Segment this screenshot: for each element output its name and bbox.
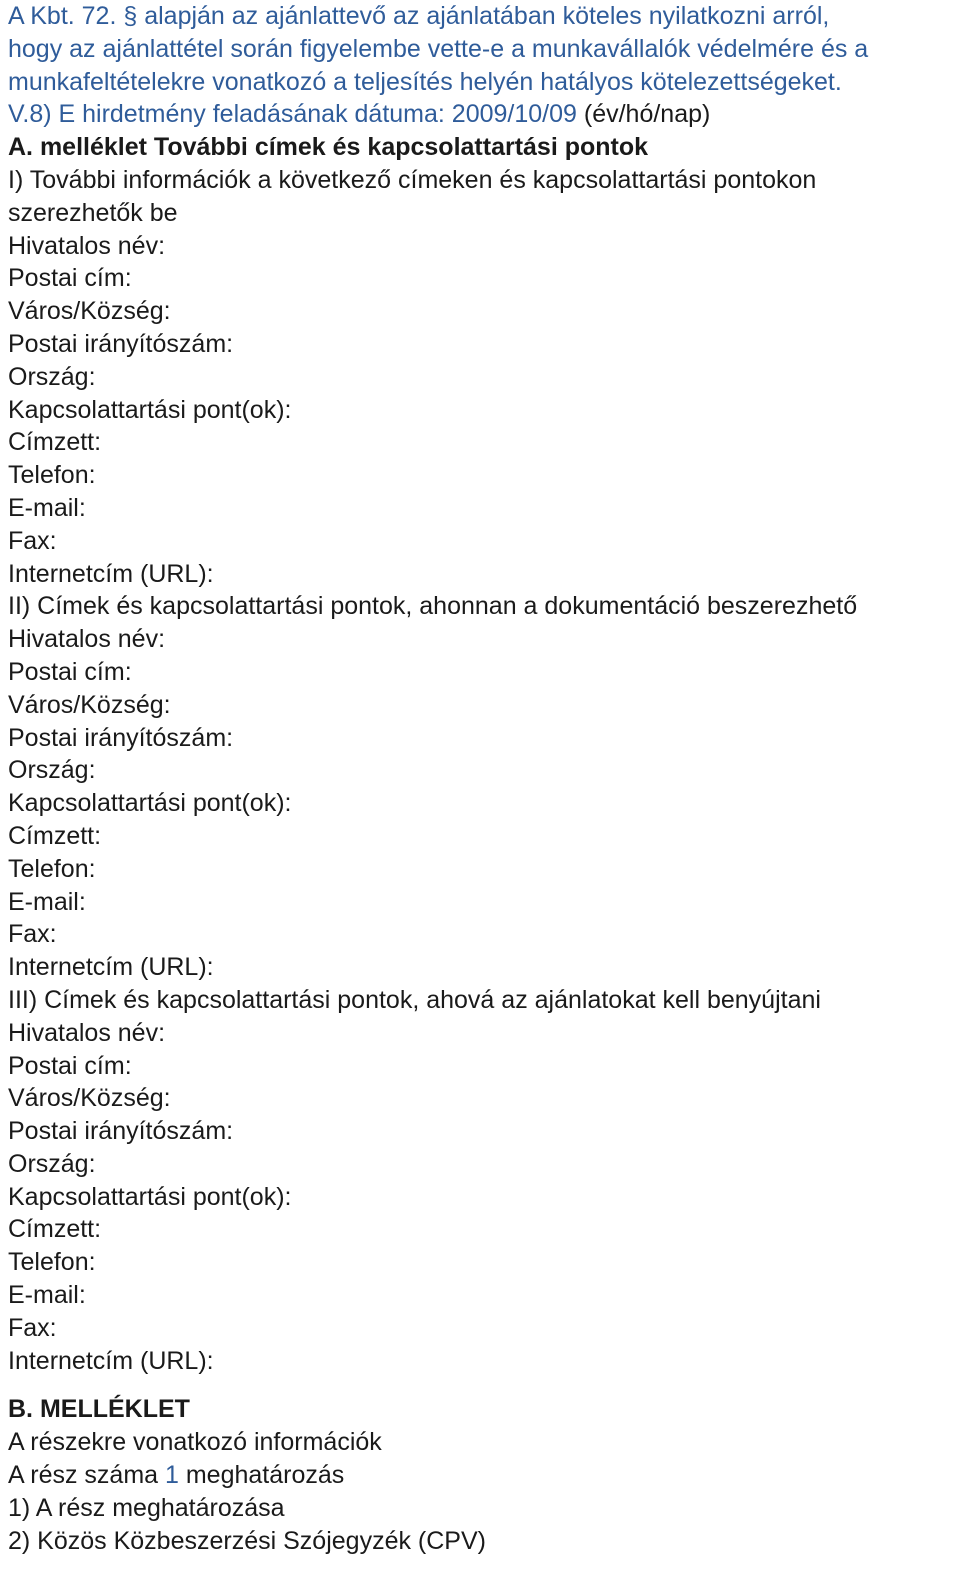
- section-1-heading-line-1: I) További információk a következő címeken és kapcsolattartási pontokon: [8, 165, 817, 194]
- s2-fax-label: Fax:: [8, 920, 57, 949]
- s1-zip-label: Postai irányítószám:: [8, 329, 234, 358]
- s1-name-label: Hivatalos név:: [8, 231, 166, 260]
- s1-city-label: Város/Község:: [8, 297, 171, 326]
- s3-address-label: Postai cím:: [8, 1051, 132, 1080]
- s1-fax-label: Fax:: [8, 526, 57, 555]
- s3-city-label: Város/Község:: [8, 1084, 171, 1113]
- s2-email-label: E-mail:: [8, 887, 86, 916]
- s2-city-label: Város/Község:: [8, 690, 171, 719]
- section-1-heading-line-2: szerezhetők be: [8, 198, 178, 227]
- s1-email-label: E-mail:: [8, 493, 86, 522]
- part-number-line: [8, 1459, 952, 1492]
- s2-phone-label: Telefon:: [8, 854, 96, 883]
- s3-phone-label: Telefon:: [8, 1248, 96, 1277]
- notice-date-line: [8, 98, 952, 131]
- s2-url-label: Internetcím (URL):: [8, 953, 214, 982]
- s2-recipient-label: Címzett:: [8, 821, 102, 850]
- kbt-statement-line-3: munkafeltételekre vonatkozó a teljesítés helyén hatályos kötelezettségeket.: [8, 67, 842, 96]
- notice-date-prefix: V.: [8, 100, 30, 129]
- part-number-value: 1: [165, 1461, 179, 1490]
- kbt-statement-line-2: hogy az ajánlattétel során figyelembe vette-e a munkavállalók védelmére és a: [8, 34, 869, 63]
- s3-country-label: Ország:: [8, 1149, 96, 1178]
- annex-b-title: B. MELLÉKLET: [8, 1395, 190, 1424]
- s1-country-label: Ország:: [8, 362, 96, 391]
- s3-name-label: Hivatalos név:: [8, 1018, 166, 1047]
- s2-contact-label: Kapcsolattartási pont(ok):: [8, 789, 292, 818]
- s2-address-label: Postai cím:: [8, 657, 132, 686]
- section-3-heading: III) Címek és kapcsolattartási pontok, ahová az ajánlatokat kell benyújtani: [8, 985, 821, 1014]
- part-number-prefix: A rész száma: [8, 1461, 165, 1490]
- kbt-statement-line-1: A Kbt. 72. § alapján az ajánlattevő az ajánlatában köteles nyilatkozni arról,: [8, 2, 830, 30]
- s1-address-label: Postai cím:: [8, 264, 132, 293]
- annex-b-subtitle: A részekre vonatkozó információk: [8, 1428, 382, 1457]
- s3-fax-label: Fax:: [8, 1313, 57, 1342]
- s3-url-label: Internetcím (URL):: [8, 1346, 214, 1375]
- s2-country-label: Ország:: [8, 756, 96, 785]
- part-item-2: 2) Közös Közbeszerzési Szójegyzék (CPV): [8, 1526, 486, 1555]
- s3-recipient-label: Címzett:: [8, 1215, 102, 1244]
- section-gap: [8, 1377, 952, 1393]
- s2-name-label: Hivatalos név:: [8, 625, 166, 654]
- notice-date-value: 2009/10/09: [451, 100, 577, 129]
- s1-contact-label: Kapcsolattartási pont(ok):: [8, 395, 292, 424]
- annex-a-title: A. melléklet További címek és kapcsolattartási pontok: [8, 133, 649, 162]
- notice-date-label: 8) E hirdetmény feladásának dátuma:: [29, 100, 452, 129]
- section-2-heading: II) Címek és kapcsolattartási pontok, ahonnan a dokumentáció beszerezhető: [8, 592, 858, 621]
- s3-email-label: E-mail:: [8, 1281, 86, 1310]
- s1-phone-label: Telefon:: [8, 461, 96, 490]
- s2-zip-label: Postai irányítószám:: [8, 723, 234, 752]
- s3-zip-label: Postai irányítószám:: [8, 1117, 234, 1146]
- part-number-suffix: meghatározás: [178, 1461, 345, 1490]
- s1-recipient-label: Címzett:: [8, 428, 102, 457]
- s1-url-label: Internetcím (URL):: [8, 559, 214, 588]
- notice-date-format: (év/hó/nap): [576, 100, 711, 129]
- s3-contact-label: Kapcsolattartási pont(ok):: [8, 1182, 292, 1211]
- part-item-1: 1) A rész meghatározása: [8, 1493, 285, 1522]
